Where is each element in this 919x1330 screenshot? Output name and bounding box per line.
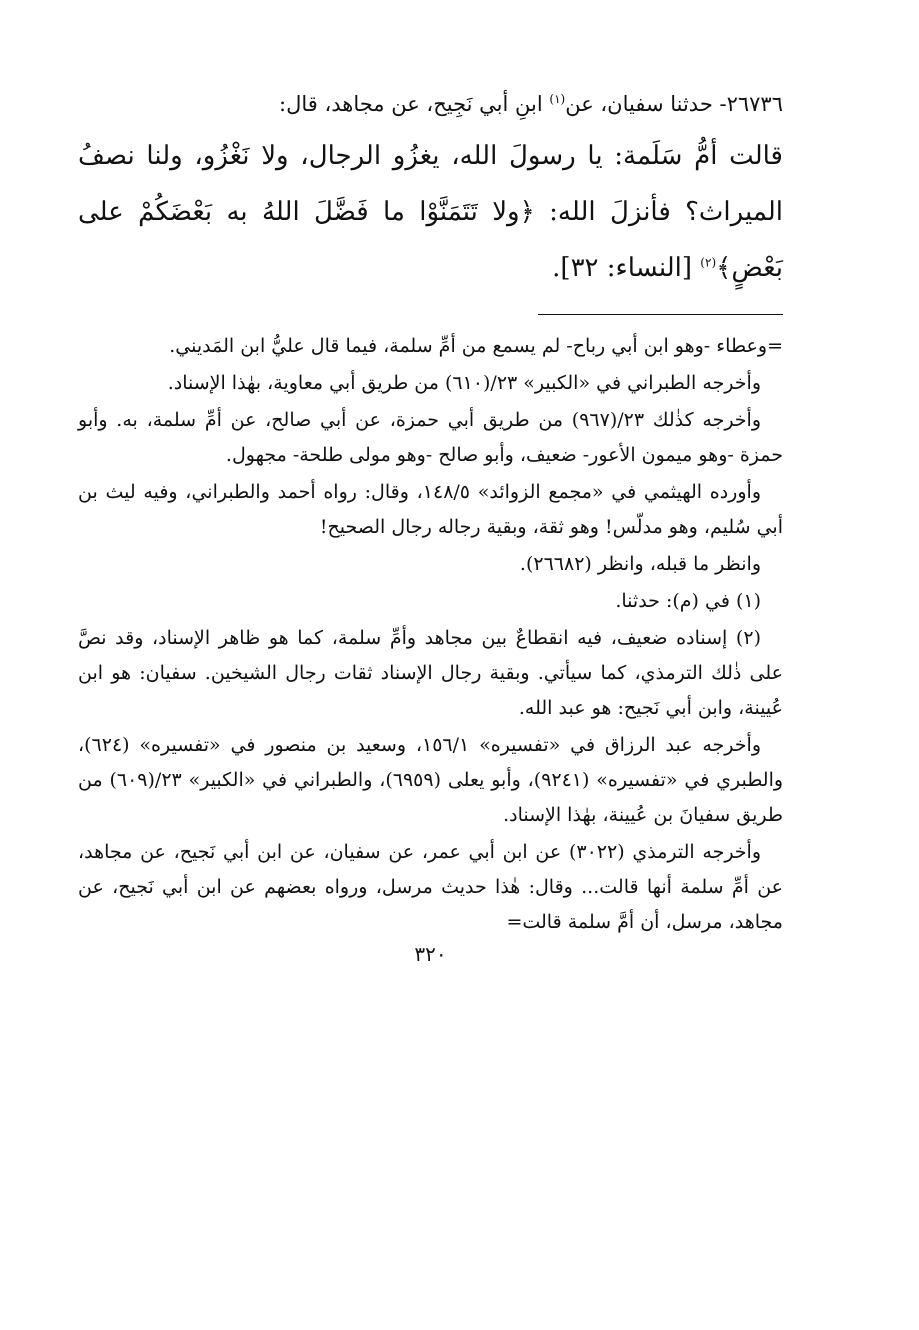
hadith-text xyxy=(78,86,783,296)
hadith-number-and-chain: ٢٦٧٣٦- حدثنا سفيان، عن xyxy=(565,92,783,116)
page-content xyxy=(78,86,783,966)
footnote-marker-2[interactable]: (٢) xyxy=(700,255,717,270)
hadith-matn: قالت أمُّ سَلَمة: يا رسولَ الله، يغزُو الرجال، ولا نَغْزُو، ولنا نصفُ الميراث؟ فأنزلَ الله: ﴿ولا تَتَمَنَّوْا ما فَضَّلَ اللهُ به بَعْضَكُمْ على بَعْضٍ﴾ xyxy=(78,141,783,283)
quran-reference: [النساء: ٣٢]. xyxy=(552,253,701,283)
note-paragraph: وأخرجه الترمذي (٣٠٢٢) عن ابن أبي عمر، عن سفيان، عن ابن أبي نَجيح، عن مجاهد، عن أمِّ سلمة أنها قالت... وقال: هٰذا حديث مرسل، ورواه بعضهم عن ابن أبي نَجيح، عن مجاهد، مرسل، أن أمَّ سلمة قالت= xyxy=(78,841,783,933)
footnote-divider-wrap xyxy=(78,296,783,329)
note-paragraph: وانظر ما قبله، وانظر (٢٦٦٨٢). xyxy=(519,553,761,575)
page-number: ٣٢٠ xyxy=(414,942,447,966)
footnote-marker-1[interactable]: (١) xyxy=(549,92,566,106)
note-paragraph: وأخرجه كذٰلك ٢٣/(٩٦٧) من طريق أبي حمزة، عن أبي صالح، عن أمِّ سلمة، به. وأبو حمزة -وهو ميمون الأعور- ضعيف، وأبو صالح -وهو مولى طلحة- مجهول. xyxy=(78,409,783,466)
note-paragraph: وأخرجه عبد الرزاق في «تفسيره» ١٥٦/١، وسعيد بن منصور في «تفسيره» (٦٢٤)، والطبري في «تفسيره» (٩٢٤١)، وأبو يعلى (٦٩٥٩)، والطبراني في «الكبير» ٢٣/(٦٠٩) من طريق سفيانَ بن عُيينة، بهٰذا الإسناد. xyxy=(78,734,784,826)
note-continuation: =وعطاء -وهو ابن أبي رباح- لم يسمع من أمِّ سلمة، فيما قال عليُّ ابن المَديني. xyxy=(169,335,783,357)
note-paragraph: وأخرجه الطبراني في «الكبير» ٢٣/(٦١٠) من طريق أبي معاوية، بهٰذا الإسناد. xyxy=(167,372,761,394)
footnote-2: (٢) إسناده ضعيف، فيه انقطاعٌ بين مجاهد وأمِّ سلمة، كما هو ظاهر الإسناد، وقد نصَّ على ذٰلك الترمذي، كما سيأتي. وبقية رجال الإسناد ثقات رجال الشيخين. سفيان: هو ابن عُيينة، وابن أبي نَجيح: هو عبد الله. xyxy=(78,627,783,719)
footnotes xyxy=(78,329,783,940)
note-paragraph: وأورده الهيثمي في «مجمع الزوائد» ١٤٨/٥، وقال: رواه أحمد والطبراني، وفيه ليث بن أبي سُليم، وهو مدلّس! وهو ثقة، وبقية رجاله رجال الصحيح! xyxy=(78,481,783,538)
footnote-1: (١) في (م): حدثنا. xyxy=(615,590,761,612)
hadith-chain-continued: ابنِ أبي نَجِيح، عن مجاهد، قال: xyxy=(279,92,550,116)
hadith-heading xyxy=(78,86,783,122)
footnote-divider xyxy=(538,314,783,315)
hadith-body xyxy=(78,141,783,283)
